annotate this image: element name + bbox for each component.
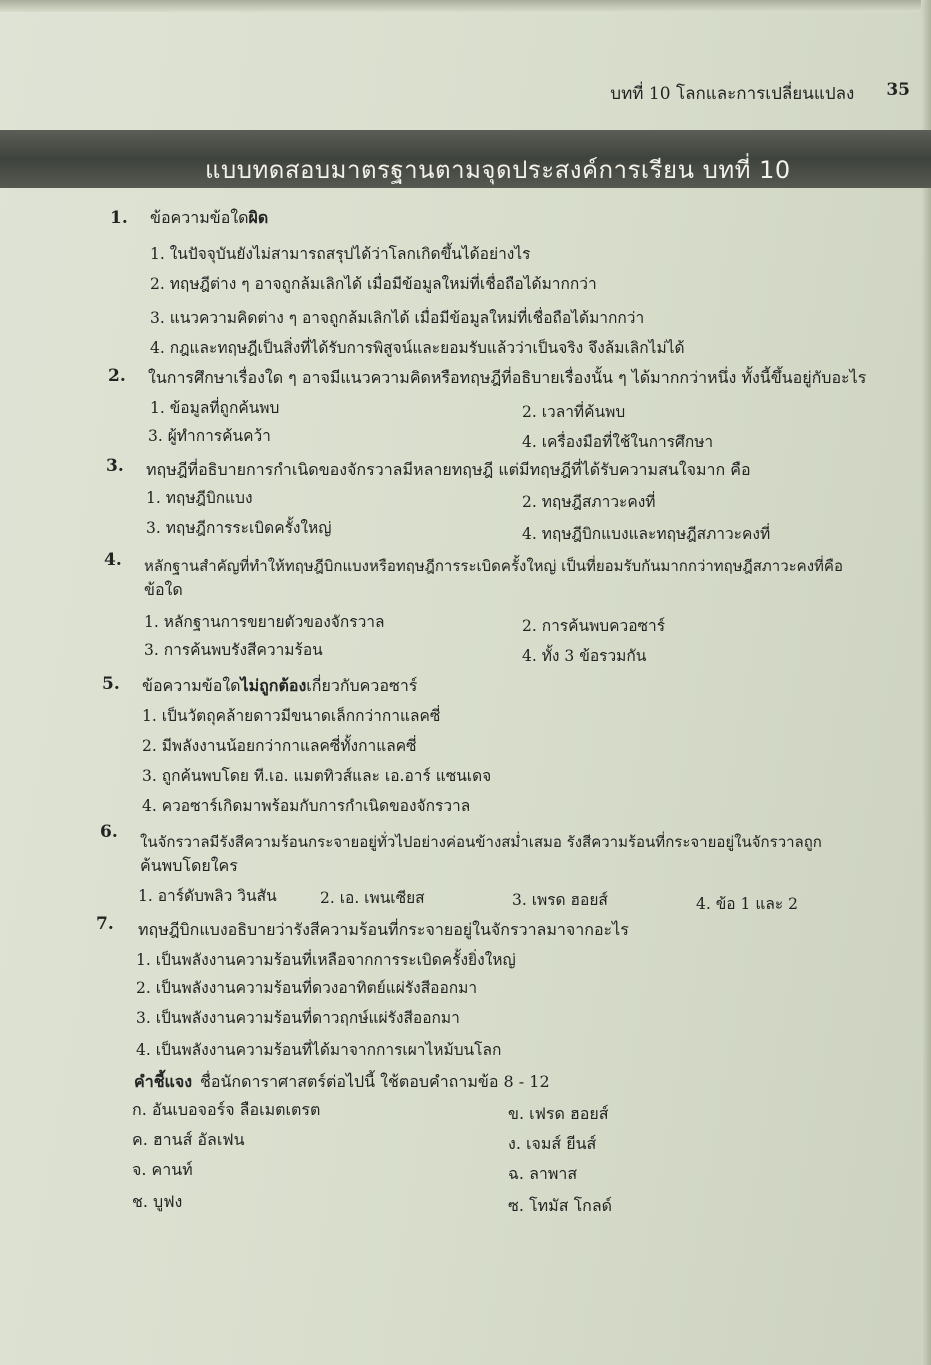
question-6-option-4: 4. ข้อ 1 และ 2 bbox=[696, 895, 798, 913]
question-4-number: 4. bbox=[104, 550, 122, 570]
running-title: บทที่ 10 โลกและการเปลี่ยนแปลง bbox=[610, 84, 855, 104]
name-option-ngo: ง. เจมส์ ยีนส์ bbox=[508, 1134, 597, 1153]
question-5-stem-text: ข้อความข้อใด bbox=[142, 676, 241, 695]
question-6-option-3: 3. เพรด ฮอยส์ bbox=[512, 891, 608, 909]
question-4-stem: หลักฐานสำคัญที่ทำให้ทฤษฎีบิกแบงหรือทฤษฎีการระเบิดครั้งใหญ่ เป็นที่ยอมรับกันมากกว่าทฤษฎีสภาวะคงที่คือ bbox=[144, 557, 843, 575]
name-option-cho: จ. คานท์ bbox=[132, 1160, 193, 1179]
question-2-stem: ในการศึกษาเรื่องใด ๆ อาจมีแนวความคิดหรือทฤษฎีที่อธิบายเรื่องนั้น ๆ ได้มากกว่าหนึ่ง ทั้งนี้ขึ้นอยู่กับอะไร bbox=[148, 368, 867, 387]
question-7-option-1: 1. เป็นพลังงานความร้อนที่เหลือจากการระเบิดครั้งยิ่งใหญ่ bbox=[136, 951, 516, 969]
question-3-option-3: 3. ทฤษฎีการระเบิดครั้งใหญ่ bbox=[146, 519, 332, 537]
name-option-kho: ข. เฟรด ฮอยส์ bbox=[508, 1104, 609, 1123]
question-2-option-4: 4. เครื่องมือที่ใช้ในการศึกษา bbox=[522, 433, 714, 451]
question-4-option-2: 2. การค้นพบควอซาร์ bbox=[522, 617, 666, 635]
question-3-stem: ทฤษฎีที่อธิบายการกำเนิดของจักรวาลมีหลายทฤษฎี แต่มีทฤษฎีที่ได้รับความสนใจมาก คือ bbox=[146, 460, 751, 479]
question-1-option-2: 2. ทฤษฎีต่าง ๆ อาจถูกล้มเลิกได้ เมื่อมีข้อมูลใหม่ที่เชื่อถือได้มากกว่า bbox=[150, 275, 597, 293]
question-3-option-4: 4. ทฤษฎีบิกแบงและทฤษฎีสภาวะคงที่ bbox=[522, 525, 771, 543]
question-2-option-3: 3. ผู้ทำการค้นคว้า bbox=[148, 427, 271, 445]
question-7-option-2: 2. เป็นพลังงานความร้อนที่ดวงอาทิตย์แผ่รังสีออกมา bbox=[136, 979, 478, 997]
question-7-stem: ทฤษฎีบิกแบงอธิบายว่ารังสีความร้อนที่กระจายอยู่ในจักรวาลมาจากอะไร bbox=[138, 920, 629, 939]
question-6-option-2: 2. เอ. เพนเซียส bbox=[320, 889, 425, 907]
question-1-option-4: 4. กฎและทฤษฎีเป็นสิ่งที่ได้รับการพิสูจน์และยอมรับแล้วว่าเป็นจริง จึงล้มเลิกไม่ได้ bbox=[150, 339, 685, 357]
banner-title: แบบทดสอบมาตรฐานตามจุดประสงค์การเรียน บทที่ 10 bbox=[205, 156, 791, 184]
question-4-option-3: 3. การค้นพบรังสีความร้อน bbox=[144, 641, 323, 659]
question-1-option-1: 1. ในปัจจุบันยังไม่สามารถสรุปได้ว่าโลกเกิดขึ้นได้อย่างไร bbox=[150, 245, 531, 263]
name-option-cho-ching: ฉ. ลาพาส bbox=[508, 1164, 578, 1183]
instruction-label: คำชี้แจง bbox=[134, 1072, 193, 1091]
question-4-stem-line-2: ข้อใด bbox=[144, 580, 183, 599]
question-1-stem-text: ข้อความข้อใด bbox=[150, 208, 249, 227]
question-3-option-2: 2. ทฤษฎีสภาวะคงที่ bbox=[522, 493, 656, 511]
question-4-option-1: 1. หลักฐานการขยายตัวของจักรวาล bbox=[144, 613, 385, 631]
question-7-option-4: 4. เป็นพลังงานความร้อนที่ได้มาจากการเผาไหม้บนโลก bbox=[136, 1041, 502, 1059]
question-1-stem-emphasis: ผิด bbox=[248, 208, 269, 227]
question-3-number: 3. bbox=[106, 456, 124, 476]
question-2-number: 2. bbox=[108, 366, 126, 386]
question-5-stem-emphasis: ไม่ถูกต้อง bbox=[240, 676, 307, 695]
question-5-stem-tail: เกี่ยวกับควอซาร์ bbox=[306, 676, 418, 695]
name-option-ko: ก. อันเบอจอร์จ ลือเมตเตรต bbox=[132, 1100, 321, 1119]
question-5-option-3: 3. ถูกค้นพบโดย ที.เอ. แมตทิวส์และ เอ.อาร์ แซนเดจ bbox=[142, 767, 492, 785]
question-1-option-3: 3. แนวความคิดต่าง ๆ อาจถูกล้มเลิกได้ เมื่อมีข้อมูลใหม่ที่เชื่อถือได้มากกว่า bbox=[150, 309, 645, 327]
question-5-stem bbox=[142, 676, 417, 696]
name-option-so: ซ. โทมัส โกลด์ bbox=[508, 1196, 613, 1215]
question-5-number: 5. bbox=[102, 674, 120, 694]
name-option-cho-chang: ช. บูฟง bbox=[132, 1192, 183, 1211]
name-option-kho-khwai: ค. ฮานส์ อัลเฟน bbox=[132, 1130, 245, 1149]
question-2-option-2: 2. เวลาที่ค้นพบ bbox=[522, 403, 626, 421]
question-6-number: 6. bbox=[100, 822, 118, 842]
question-6-option-1: 1. อาร์ดับพลิว วินสัน bbox=[138, 887, 277, 905]
question-7-number: 7. bbox=[96, 914, 114, 934]
question-5-option-4: 4. ควอซาร์เกิดมาพร้อมกับการกำเนิดของจักรวาล bbox=[142, 797, 471, 815]
instruction-text: ชื่อนักดาราศาสตร์ต่อไปนี้ ใช้ตอบคำถามข้อ 8 - 12 bbox=[200, 1072, 550, 1091]
question-6-stem-line-2: ค้นพบโดยใคร bbox=[140, 856, 238, 875]
question-6-stem: ในจักรวาลมีรังสีความร้อนกระจายอยู่ทั่วไปอย่างค่อนข้างสม่ำเสมอ รังสีความร้อนที่กระจายอยู่ในจักรวาลถูก bbox=[140, 833, 822, 851]
question-2-option-1: 1. ข้อมูลที่ถูกค้นพบ bbox=[150, 399, 280, 417]
question-1-number: 1. bbox=[110, 208, 128, 228]
question-5-option-2: 2. มีพลังงานน้อยกว่ากาแลคซี่ทั้งกาแลคซี่ bbox=[142, 737, 417, 755]
page-number: 35 bbox=[886, 80, 910, 100]
question-3-option-1: 1. ทฤษฎีบิกแบง bbox=[146, 489, 253, 507]
question-4-option-4: 4. ทั้ง 3 ข้อรวมกัน bbox=[522, 647, 647, 665]
question-5-option-1: 1. เป็นวัตถุคล้ายดาวมีขนาดเล็กกว่ากาแลคซี่ bbox=[142, 707, 441, 725]
question-7-option-3: 3. เป็นพลังงานความร้อนที่ดาวฤกษ์แผ่รังสีออกมา bbox=[136, 1009, 460, 1027]
question-1-stem bbox=[150, 208, 268, 228]
